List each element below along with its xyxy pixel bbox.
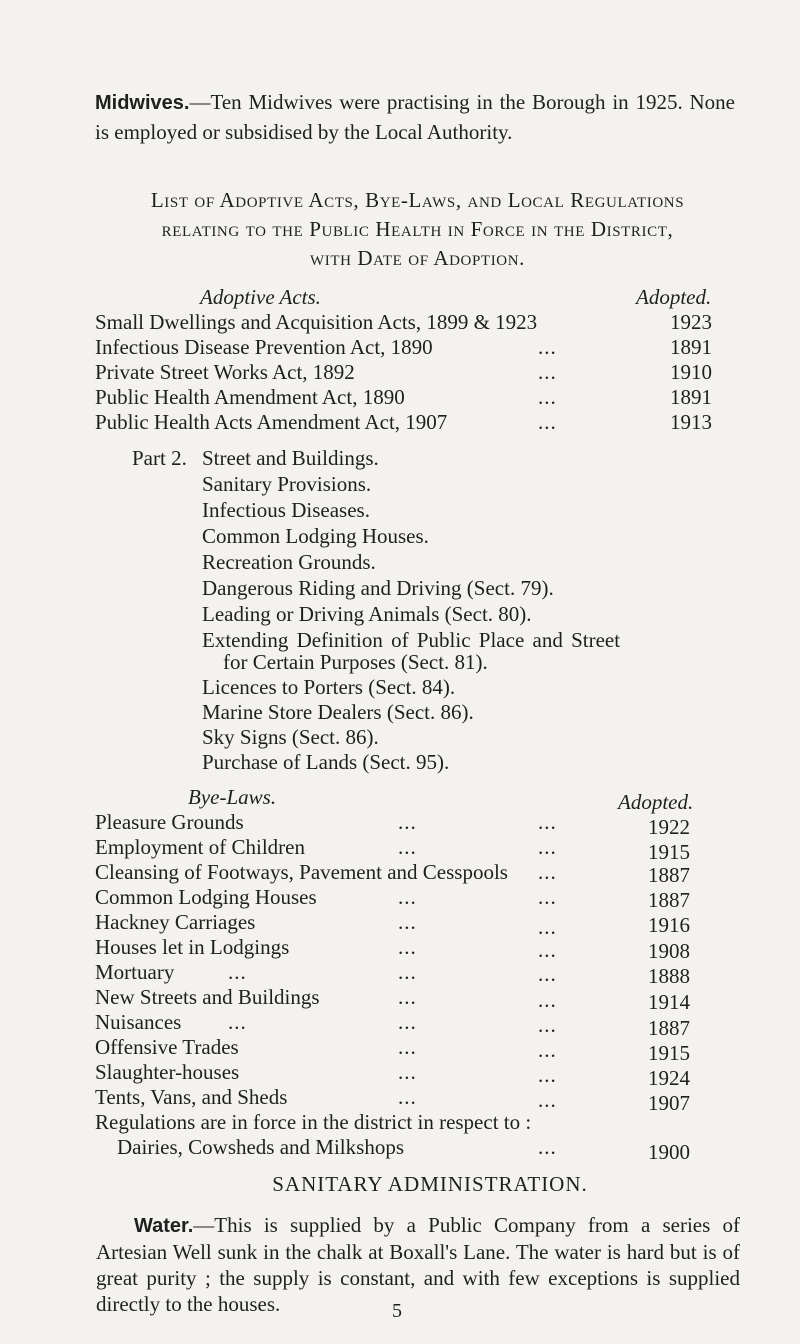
leader-dots: ... <box>398 835 417 859</box>
bye-law-name: Cleansing of Footways, Pavement and Cesspools <box>95 860 508 884</box>
sanitary-administration-heading: SANITARY ADMINISTRATION. <box>272 1172 588 1196</box>
leader-dots: ... <box>398 1010 417 1034</box>
page-number: 5 <box>392 1300 402 1322</box>
leader-dots: ... <box>538 1013 557 1037</box>
bye-law-name: Slaughter-houses <box>95 1060 240 1084</box>
bye-law-year: 1908 <box>648 939 690 963</box>
bye-law-year: 1888 <box>648 964 690 988</box>
leader-dots: ... <box>538 1088 557 1112</box>
regulations-line: Regulations are in force in the district in respect to : <box>95 1110 532 1134</box>
bye-law-year: 1915 <box>648 1041 690 1065</box>
bye-law-name: Mortuary <box>95 960 175 984</box>
bye-laws-column-title: Bye-Laws. <box>188 785 277 809</box>
leader-dots: ... <box>538 1135 557 1159</box>
part2-item: Common Lodging Houses. <box>202 524 429 548</box>
bye-law-year: 1914 <box>648 990 690 1014</box>
leader-dots: ... <box>398 935 417 959</box>
water-text: —This is supplied by a Public Company from a series of Artesian Well sunk in the chalk at Boxall's Lane. The water is hard but is of great purity ; the supply is constant, and with few exceptions is supplied directly to the houses. <box>96 1213 740 1316</box>
bye-law-year: 1907 <box>648 1091 690 1115</box>
leader-dots: ... <box>538 938 557 962</box>
bye-law-year: 1915 <box>648 840 690 864</box>
bye-law-name: Houses let in Lodgings <box>95 935 290 959</box>
adoptive-act-name: Private Street Works Act, 1892 <box>95 360 355 384</box>
water-label: Water. <box>134 1215 194 1237</box>
leader-dots: ... <box>398 1060 417 1084</box>
leader-dots: ... <box>538 962 557 986</box>
leader-dots: ... <box>538 360 557 384</box>
bye-law-name: Pleasure Grounds <box>95 810 244 834</box>
part2-item: Purchase of Lands (Sect. 95). <box>202 750 450 774</box>
leader-dots: ... <box>538 860 557 884</box>
part2-item: Licences to Porters (Sect. 84). <box>202 675 456 699</box>
part2-item: Infectious Diseases. <box>202 498 370 522</box>
bye-law-name: New Streets and Buildings <box>95 985 320 1009</box>
part2-item: Sky Signs (Sect. 86). <box>202 725 379 749</box>
leader-dots: ... <box>538 1038 557 1062</box>
bye-law-year: 1924 <box>648 1066 690 1090</box>
midwives-label: Midwives. <box>95 92 190 114</box>
leader-dots: ... <box>398 885 417 909</box>
bye-law-year: 1916 <box>648 913 690 937</box>
dairies-year: 1900 <box>648 1140 690 1164</box>
leader-dots: ... <box>228 960 247 984</box>
midwives-paragraph <box>95 88 735 147</box>
leader-dots: ... <box>398 985 417 1009</box>
bye-law-year: 1887 <box>648 863 690 887</box>
adoptive-acts-adopted-title: Adopted. <box>636 285 712 309</box>
leader-dots: ... <box>538 385 557 409</box>
adoptive-act-name: Small Dwellings and Acquisition Acts, 1899 & 1923 <box>95 310 538 334</box>
leader-dots: ... <box>228 1010 247 1034</box>
bye-law-year: 1922 <box>648 815 690 839</box>
list-heading-line2: relating to the Public Health in Force in the District, <box>161 217 674 241</box>
part2-item: for Certain Purposes (Sect. 81). <box>223 650 488 674</box>
part2-item: Leading or Driving Animals (Sect. 80). <box>202 602 532 626</box>
adoptive-act-name: Public Health Amendment Act, 1890 <box>95 385 405 409</box>
part2-item: Street and Buildings. <box>202 446 379 470</box>
leader-dots: ... <box>398 910 417 934</box>
list-heading-line3: with Date of Adoption. <box>309 246 526 270</box>
leader-dots: ... <box>538 835 557 859</box>
leader-dots: ... <box>538 988 557 1012</box>
leader-dots: ... <box>398 1085 417 1109</box>
leader-dots: ... <box>538 1063 557 1087</box>
bye-law-name: Offensive Trades <box>95 1035 239 1059</box>
leader-dots: ... <box>398 810 417 834</box>
part2-item: Extending Definition of Public Place and Street <box>202 628 621 652</box>
part2-item: Dangerous Riding and Driving (Sect. 79). <box>202 576 554 600</box>
bye-laws-adopted-title: Adopted. <box>618 790 694 814</box>
list-heading-line1: List of Adoptive Acts, Bye-Laws, and Local Regulations <box>150 188 685 212</box>
part2-item: Sanitary Provisions. <box>202 472 372 496</box>
leader-dots: ... <box>538 810 557 834</box>
adoptive-act-name: Infectious Disease Prevention Act, 1890 <box>95 335 433 359</box>
adoptive-act-year: 1891 <box>670 385 712 409</box>
dairies-name: Dairies, Cowsheds and Milkshops <box>117 1135 404 1159</box>
leader-dots: ... <box>398 960 417 984</box>
adoptive-act-year: 1910 <box>670 360 712 384</box>
adoptive-acts-column-title: Adoptive Acts. <box>200 285 321 309</box>
adoptive-act-name: Public Health Acts Amendment Act, 1907 <box>95 410 448 434</box>
midwives-text: —Ten Midwives were practising in the Borough in 1925. None is employed or subsidised by the Local Authority. <box>95 90 735 144</box>
bye-law-name: Hackney Carriages <box>95 910 256 934</box>
bye-law-year: 1887 <box>648 1016 690 1040</box>
bye-law-name: Tents, Vans, and Sheds <box>95 1085 288 1109</box>
leader-dots: ... <box>538 410 557 434</box>
leader-dots: ... <box>538 885 557 909</box>
bye-law-year: 1887 <box>648 888 690 912</box>
leader-dots: ... <box>398 1035 417 1059</box>
part2-label: Part 2. <box>132 446 187 470</box>
part2-item: Recreation Grounds. <box>202 550 376 574</box>
adoptive-act-year: 1891 <box>670 335 712 359</box>
part2-item: Marine Store Dealers (Sect. 86). <box>202 700 474 724</box>
adoptive-act-year: 1913 <box>670 410 712 434</box>
bye-law-name: Common Lodging Houses <box>95 885 317 909</box>
bye-law-name: Nuisances <box>95 1010 182 1034</box>
bye-law-name: Employment of Children <box>95 835 305 859</box>
leader-dots: ... <box>538 335 557 359</box>
leader-dots: ... <box>538 915 557 939</box>
adoptive-act-year: 1923 <box>670 310 712 334</box>
water-paragraph <box>96 1212 740 1317</box>
